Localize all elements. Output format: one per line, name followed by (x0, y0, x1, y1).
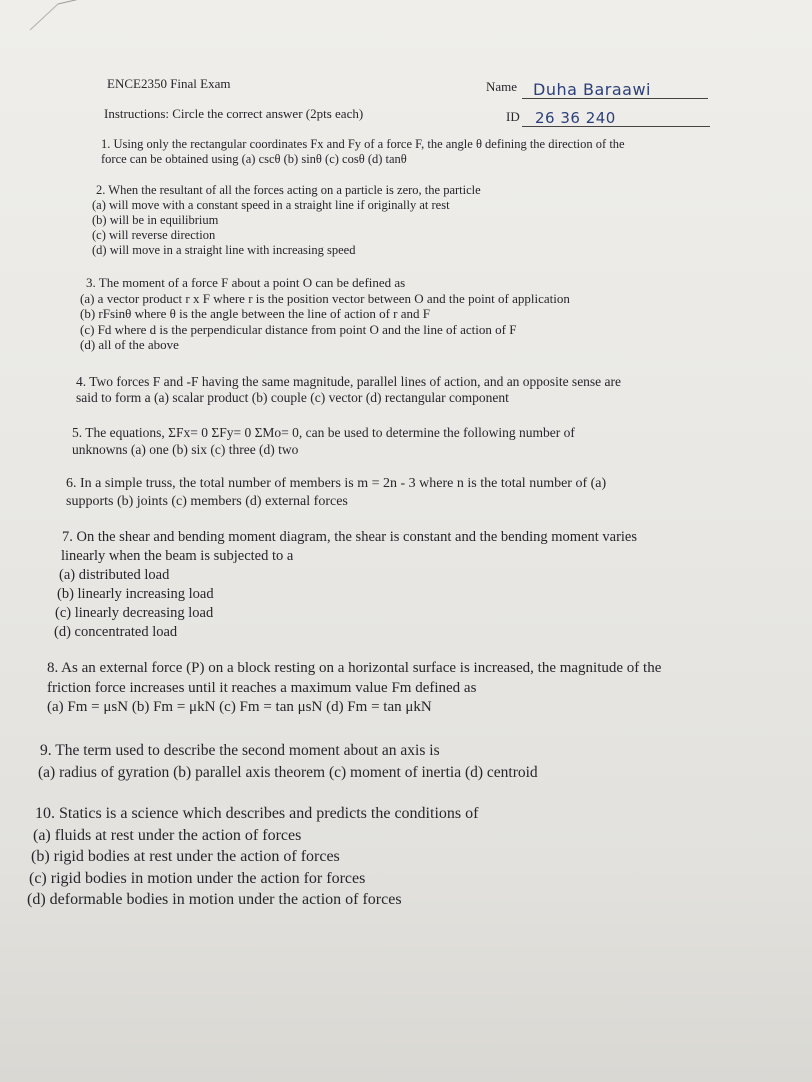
question-line: (c) rigid bodies in motion under the action for forces (29, 869, 366, 887)
question-line: 3. The moment of a force F about a point O can be defined as (86, 275, 406, 290)
question-line: (a) Fm = μsN (b) Fm = μkN (c) Fm = tan μsN (d) Fm = tan μkN (47, 699, 432, 715)
question-line: (a) will move with a constant speed in a straight line if originally at rest (92, 198, 450, 212)
question-line: force can be obtained using (a) cscθ (b) sinθ (c) cosθ (d) tanθ (101, 152, 407, 166)
question-line: (b) rigid bodies at rest under the action of forces (31, 848, 340, 865)
question-line: (a) fluids at rest under the action of forces (33, 826, 302, 844)
question-line: supports (b) joints (c) members (d) external forces (66, 494, 348, 509)
question-line: 5. The equations, ΣFx= 0 ΣFy= 0 ΣMo= 0, can be used to determine the following number of (72, 425, 575, 440)
page-fold-mark (0, 0, 90, 60)
question-8 (47, 659, 661, 718)
question-line: (d) concentrated load (54, 624, 178, 640)
question-line: 9. The term used to describe the second moment about an axis is (40, 742, 440, 759)
question-4 (76, 374, 621, 406)
question-1 (101, 137, 625, 167)
question-line: linearly when the beam is subjected to a (61, 548, 294, 564)
question-line: (a) radius of gyration (b) parallel axis theorem (c) moment of inertia (d) centroid (38, 764, 538, 781)
question-line: (a) a vector product r x F where r is the position vector between O and the point of application (80, 290, 570, 306)
question-line: 2. When the resultant of all the forces acting on a particle is zero, the particle (96, 183, 481, 197)
question-3 (80, 275, 570, 353)
name-handwritten: Duha Baraawi (533, 80, 651, 99)
question-line: (b) linearly increasing load (57, 586, 214, 602)
question-10 (27, 803, 478, 911)
question-line: 8. As an external force (P) on a block resting on a horizontal surface is increased, the magnitude of the (47, 660, 662, 676)
question-line: said to form a (a) scalar product (b) couple (c) vector (d) rectangular component (76, 390, 509, 405)
id-label: ID (506, 109, 520, 124)
question-line: (d) all of the above (80, 337, 179, 352)
question-line: friction force increases until it reaches a maximum value Fm defined as (47, 679, 477, 696)
question-5 (72, 424, 575, 458)
question-line: (c) will reverse direction (92, 228, 216, 242)
question-6 (66, 475, 606, 511)
question-line: (b) rFsinθ where θ is the angle between the line of action of r and F (80, 306, 430, 321)
exam-title: ENCE2350 Final Exam (107, 76, 231, 91)
id-handwritten: 26 36 240 (535, 109, 616, 127)
question-line: (d) will move in a straight line with increasing speed (92, 243, 356, 257)
question-9 (38, 740, 538, 784)
question-line: (b) will be in equilibrium (92, 213, 219, 227)
question-line: 4. Two forces F and -F having the same magnitude, parallel lines of action, and an opposite sense are (76, 374, 622, 389)
question-line: unknowns (a) one (b) six (c) three (d) two (72, 442, 299, 457)
question-line: 10. Statics is a science which describes and predicts the conditions of (35, 805, 479, 822)
question-line: (a) distributed load (59, 567, 170, 583)
name-label: Name (486, 79, 518, 94)
question-2 (92, 183, 481, 258)
question-7 (54, 528, 637, 642)
question-line: 6. In a simple truss, the total number of members is m = 2n - 3 where n is the total number of (a) (66, 476, 607, 491)
question-line: (c) Fd where d is the perpendicular distance from point O and the line of action of F (80, 321, 517, 337)
question-line: 7. On the shear and bending moment diagram, the shear is constant and the bending moment varies (62, 529, 638, 545)
question-line: (d) deformable bodies in motion under the action of forces (27, 891, 402, 908)
question-line: 1. Using only the rectangular coordinates Fx and Fy of a force F, the angle θ defining the direction of the (101, 137, 625, 151)
exam-instructions: Instructions: Circle the correct answer (2pts each) (104, 106, 364, 121)
question-line: (c) linearly decreasing load (55, 605, 214, 621)
